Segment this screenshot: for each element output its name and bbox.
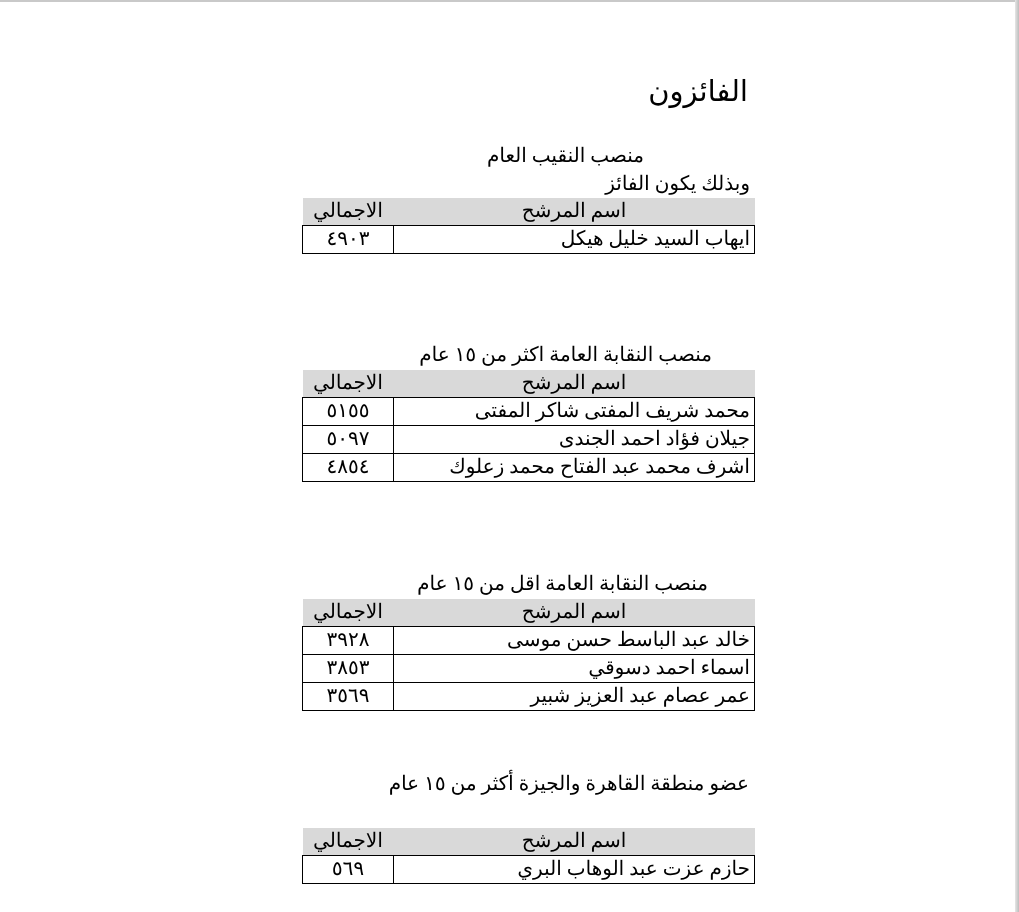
vote-total: ٥٠٩٧ [303,426,394,454]
table-row [303,226,755,254]
table-header-row [303,198,755,226]
section-heading-general-over-15: منصب النقابة العامة اكثر من ١٥ عام [419,344,712,366]
table-row [303,856,755,884]
section-heading-general-under-15: منصب النقابة العامة اقل من ١٥ عام [417,573,708,595]
results-table-cairo-giza-over-15 [302,828,755,884]
section-heading-cairo-giza-over-15: عضو منطقة القاهرة والجيزة أكثر من ١٥ عام [388,773,749,795]
column-header-name: اسم المرشح [394,198,755,226]
column-header-total: الاجمالي [303,599,394,627]
column-header-name: اسم المرشح [394,599,755,627]
results-table-general-over-15 [302,370,755,482]
candidate-name: جيلان فؤاد احمد الجندى [394,426,755,454]
page-right-edge [1015,0,1019,912]
candidate-name: حازم عزت عبد الوهاب البري [394,856,755,884]
candidate-name: اشرف محمد عبد الفتاح محمد زعلوك [394,454,755,482]
vote-total: ٥٦٩ [303,856,394,884]
table-row [303,627,755,655]
column-header-total: الاجمالي [303,828,394,856]
page-title: الفائزون [648,76,748,108]
vote-total: ٤٨٥٤ [303,454,394,482]
table-row [303,398,755,426]
table-row [303,655,755,683]
vote-total: ٣٥٦٩ [303,683,394,711]
section-heading-syndic: منصب النقيب العام [487,145,644,167]
column-header-total: الاجمالي [303,198,394,226]
column-header-total: الاجمالي [303,370,394,398]
vote-total: ٣٩٢٨ [303,627,394,655]
candidate-name: ايهاب السيد خليل هيكل [394,226,755,254]
vote-total: ٤٩٠٣ [303,226,394,254]
section-subheading-winner: وبذلك يكون الفائز [605,173,750,195]
candidate-name: عمر عصام عبد العزيز شبير [394,683,755,711]
vote-total: ٥١٥٥ [303,398,394,426]
table-header-row [303,370,755,398]
table-row [303,426,755,454]
table-row [303,683,755,711]
table-header-row [303,599,755,627]
page-top-border [0,0,1019,2]
table-row [303,454,755,482]
results-table-general-under-15 [302,599,755,711]
column-header-name: اسم المرشح [394,828,755,856]
vote-total: ٣٨٥٣ [303,655,394,683]
column-header-name: اسم المرشح [394,370,755,398]
table-header-row [303,828,755,856]
results-table-syndic [302,198,755,254]
candidate-name: محمد شريف المفتى شاكر المفتى [394,398,755,426]
candidate-name: اسماء احمد دسوقي [394,655,755,683]
candidate-name: خالد عبد الباسط حسن موسى [394,627,755,655]
